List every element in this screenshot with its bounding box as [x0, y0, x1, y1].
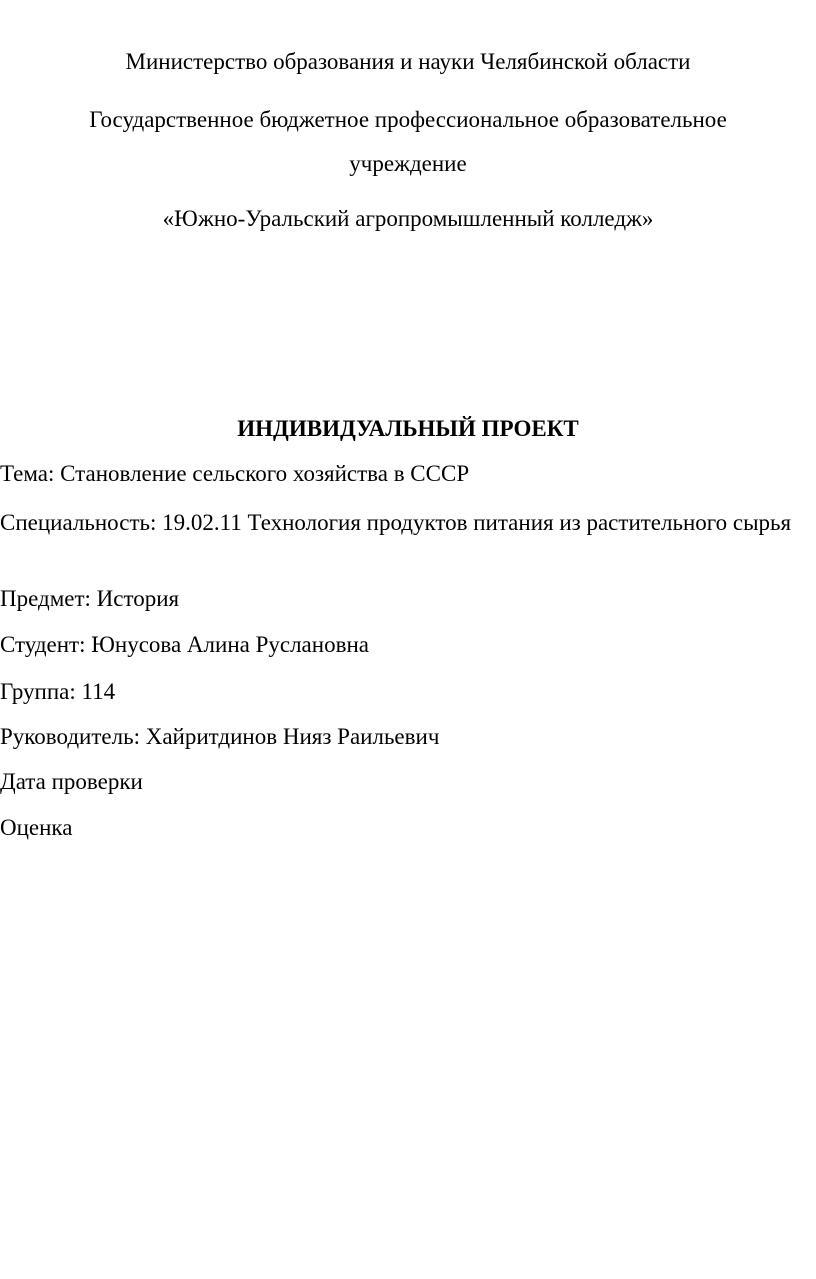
document-title: ИНДИВИДУАЛЬНЫЙ ПРОЕКТ — [237, 416, 579, 441]
subject-field: Предмет: История — [0, 586, 180, 611]
check-date-field: Дата проверки — [0, 769, 143, 794]
institution-line-1: Государственное бюджетное профессиональное образовательное — [89, 107, 727, 132]
student-field: Студент: Юнусова Алина Руслановна — [0, 632, 369, 657]
topic-field: Тема: Становление сельского хозяйства в СССР — [0, 461, 470, 486]
group-field: Группа: 114 — [0, 679, 116, 704]
college-name: «Южно-Уральский агропромышленный колледж» — [162, 206, 654, 231]
institution-line-2: учреждение — [349, 151, 467, 176]
supervisor-field: Руководитель: Хайритдинов Нияз Раильевич — [0, 724, 440, 749]
grade-field: Оценка — [0, 815, 73, 840]
ministry-line: Министерство образования и науки Челябинской области — [125, 49, 691, 74]
specialty-field: Специальность: 19.02.11 Технология продуктов питания из растительного сырья — [0, 510, 792, 535]
